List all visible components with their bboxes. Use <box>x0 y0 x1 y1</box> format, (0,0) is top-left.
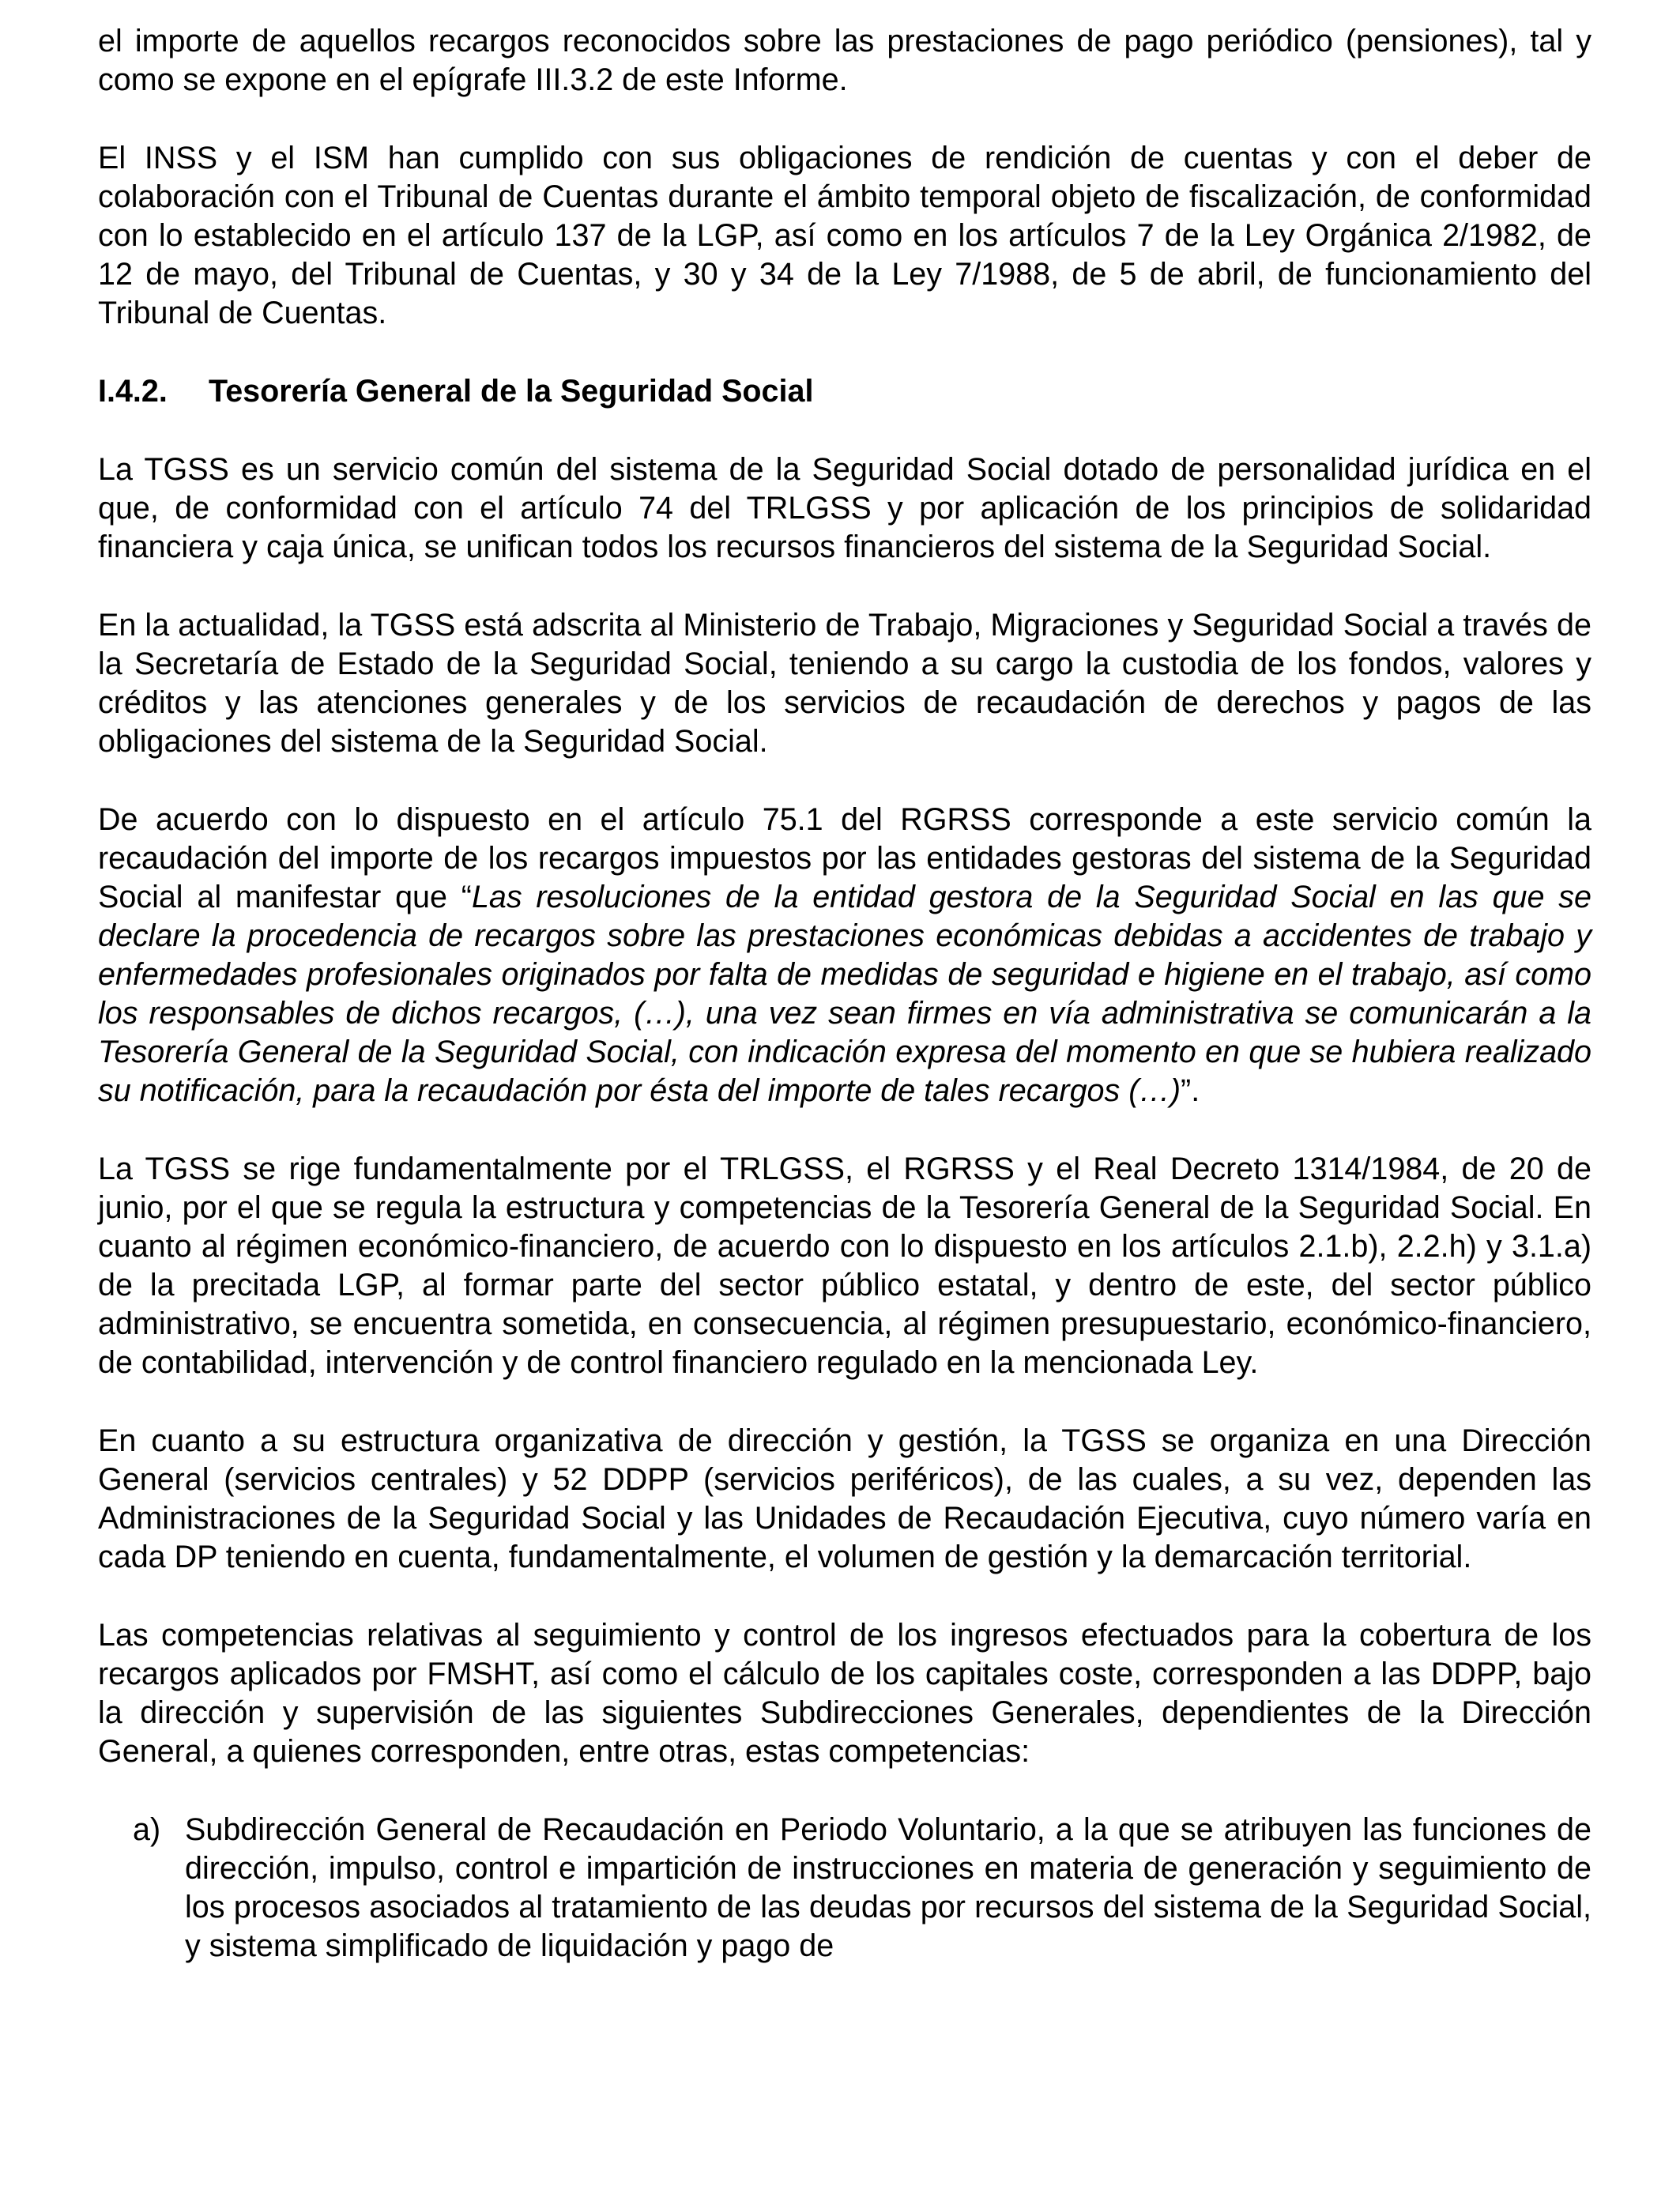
document-page <box>98 22 1591 1966</box>
paragraph-regimen-juridico: La TGSS se rige fundamentalmente por el TRLGSS, el RGRSS y el Real Decreto 1314/1984, de 20 de junio, por el que se regula la estructura y competencias de la Tesorería General de la Seguridad Social. En cuanto al régimen económico-financiero, de acuerdo con lo dispuesto en los artículos 2.1.b), 2.2.h) y 3.1.a) de la precitada LGP, al formar parte del sector público estatal, y dentro de este, del sector público administrativo, se encuentra sometida, en consecuencia, al régimen presupuestario, económico-financiero, de contabilidad, intervención y de control financiero regulado en la mencionada Ley. <box>98 1152 1591 1380</box>
section-heading <box>98 372 1591 411</box>
paragraph-competencias: Las competencias relativas al seguimiento y control de los ingresos efectuados para la cobertura de los recargos aplicados por FMSHT, así como el cálculo de los capitales coste, corresponden a las DDPP, bajo la dirección y supervisión de las siguientes Subdirecciones Generales, dependientes de la Dirección General, a quienes corresponden, entre otras, estas competencias: <box>98 1618 1591 1769</box>
recaudacion-end: ”. <box>1181 1073 1200 1108</box>
paragraph-tgss-definicion: La TGSS es un servicio común del sistema de la Seguridad Social dotado de personalidad jurídica en el que, de conformidad con el artículo 74 del TRLGSS y por aplicación de los principios de solidaridad financiera y caja única, se unifican todos los recursos financieros del sistema de la Seguridad Social. <box>98 452 1591 564</box>
paragraph-estructura-organizativa: En cuanto a su estructura organizativa de dirección y gestión, la TGSS se organiza en una Dirección General (servicios centrales) y 52 DDPP (servicios periféricos), de las cuales, a su vez, dependen las Administraciones de la Seguridad Social y las Unidades de Recaudación Ejecutiva, cuyo número varía en cada DP teniendo en cuenta, fundamentalmente, el volumen de gestión y la demarcación territorial. <box>98 1423 1591 1574</box>
recaudacion-intro: De acuerdo con lo dispuesto en el artículo 75.1 del RGRSS corresponde a este servicio común la recaudación del importe de los recargos impuestos por las entidades gestoras del sistema de la Seguridad Social al manifestar que “ <box>98 802 1591 914</box>
paragraph-rendicion-cuentas: El INSS y el ISM han cumplido con sus obligaciones de rendición de cuentas y con el deber de colaboración con el Tribunal de Cuentas durante el ámbito temporal objeto de fiscalización, de conformidad con lo establecido en el artículo 137 de la LGP, así como en los artículos 7 de la Ley Orgánica 2/1982, de 12 de mayo, del Tribunal de Cuentas, y 30 y 34 de la Ley 7/1988, de 5 de abril, de funcionamiento del Tribunal de Cuentas. <box>98 141 1591 330</box>
list-item <box>98 1811 1591 1966</box>
list-item-marker: a) <box>133 1812 161 1847</box>
paragraph-tgss-adscripcion: En la actualidad, la TGSS está adscrita al Ministerio de Trabajo, Migraciones y Seguridad Social a través de la Secretaría de Estado de la Seguridad Social, teniendo a su cargo la custodia de los fondos, valores y créditos y las atenciones generales y de los servicios de recaudación de derechos y pagos de las obligaciones del sistema de la Seguridad Social. <box>98 608 1591 759</box>
paragraph-pensiones: el importe de aquellos recargos reconocidos sobre las prestaciones de pago periódico (pensiones), tal y como se expone en el epígrafe III.3.2 de este Informe. <box>98 24 1591 97</box>
list-item-text: Subdirección General de Recaudación en Periodo Voluntario, a la que se atribuyen las funciones de dirección, impulso, control e impartición de instrucciones en materia de generación y seguimiento de los procesos asociados al tratamiento de las deudas por recursos del sistema de la Seguridad Social, y sistema simplificado de liquidación y pago de <box>185 1812 1591 1963</box>
paragraph-recaudacion-recargos <box>98 801 1591 1110</box>
section-number: I.4.2. <box>98 374 168 409</box>
recaudacion-quote: Las resoluciones de la entidad gestora de la Seguridad Social en las que se declare la procedencia de recargos sobre las prestaciones económicas debidas a accidentes de trabajo y enfermedades profesionales originados por falta de medidas de seguridad e higiene en el trabajo, así como los responsables de dichos recargos, (…), una vez sean firmes en vía administrativa se comunicarán a la Tesorería General de la Seguridad Social, con indicación expresa del momento en que se hubiera realizado su notificación, para la recaudación por ésta del importe de tales recargos (…) <box>98 880 1591 1108</box>
section-title: Tesorería General de la Seguridad Social <box>209 374 814 409</box>
